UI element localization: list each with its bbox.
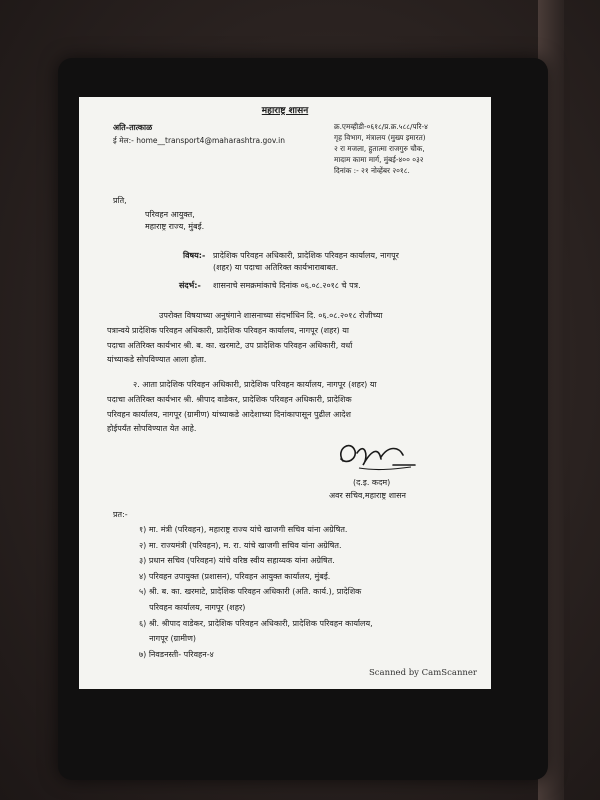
priority-label: अति-तात्काळ — [113, 123, 153, 132]
list-item: ४) परिवहन उपायुक्त (प्रशासन), परिवहन आयुक्त कार्यालय, मुंबई. — [139, 571, 331, 581]
signatory-title: अवर सचिव,महाराष्ट्र शासन — [329, 491, 406, 500]
addressee-line: परिवहन आयुक्त, — [145, 210, 195, 219]
para-line: पदाचा अतिरिक्त कार्यभार श्री. ब. का. खरमाटे, उप प्रादेशिक परिवहन अधिकारी, वर्धा — [107, 340, 353, 350]
list-item: ७) निवडनस्ती- परिवहन-४ — [139, 649, 214, 659]
addressee-block — [145, 209, 204, 232]
document-title: महाराष्ट्र शासन — [261, 106, 309, 116]
handwritten-signature — [329, 435, 419, 481]
subject-line: (शहर) या पदाचा अतिरिक्त कार्यभाराबाबत. — [213, 262, 339, 272]
para-line: परिवहन कार्यालय, नागपूर (ग्रामीण) यांच्याकडे आदेशाच्या दिनांकापासून पुढील आदेश — [107, 409, 351, 419]
list-item: ६) श्री. श्रीपाद वाडेकर, प्रादेशिक परिवहन अधिकारी, प्रादेशिक परिवहन कार्यालय, — [139, 618, 373, 628]
email-line: ई मेल:- home__transport4@maharashtra.gov.in — [113, 136, 285, 145]
signatory-name: (द.इ. कदम) — [353, 478, 391, 487]
to-label: प्रति, — [113, 196, 127, 205]
para-line: २. आता प्रादेशिक परिवहन अधिकारी, प्रादेशिक परिवहन कार्यालय, नागपूर (शहर) या — [133, 380, 377, 389]
ref-line: मादाम कामा मार्ग, मुंबई-४०० ०३२ — [334, 154, 424, 164]
copy-list — [139, 522, 373, 662]
copy-label: प्रत:- — [113, 510, 128, 519]
para-line: यांच्याकडे सोपविण्यात आला होता. — [107, 355, 207, 365]
reference-block — [334, 122, 428, 177]
para-line: उपरोक्त विषयाच्या अनुषंगाने शासनाच्या संदर्भाधिन दि. ०६.०८.२०१८ रोजीच्या — [159, 311, 383, 320]
subject-line: प्रादेशिक परिवहन अधिकारी, प्रादेशिक परिवहन कार्यालय, नागपूर — [213, 251, 399, 260]
ref-line: गृह विभाग, मंत्रालय (मुख्य इमारत) — [334, 132, 426, 142]
reference-label: संदर्भ:- — [179, 281, 201, 290]
addressee-line: महाराष्ट्र राज्य, मुंबई. — [145, 221, 205, 231]
para-line: पदाचा अतिरिक्त कार्यभार श्री. श्रीपाद वाडेकर, प्रादेशिक परिवहन अधिकारी, प्रादेशिक — [107, 394, 352, 404]
list-item: ३) प्रधान सचिव (परिवहन) यांचे वरिष्ठ स्वीय सहाय्यक यांना अग्रेषित. — [139, 556, 335, 566]
ref-line: २ रा मजला, हुतात्मा राजगुरु चौक, — [334, 143, 425, 153]
list-item: ५) श्री. ब. का. खरमाटे, प्रादेशिक परिवहन अधिकारी (अति. कार्य.), प्रादेशिक — [139, 587, 362, 597]
paragraph-1 — [107, 309, 382, 368]
reference-text: शासनाचे समक्रमांकाचे दिनांक ०६.०८.२०१८ चे पत्र. — [213, 281, 361, 290]
list-item-continued: परिवहन कार्यालय, नागपूर (शहर) — [139, 602, 246, 612]
para-line: पत्रान्वये प्रादेशिक परिवहन अधिकारी, प्रादेशिक परिवहन कार्यालय, नागपूर (शहर) या — [107, 325, 349, 335]
list-item: १) मा. मंत्री (परिवहन), महाराष्ट्र राज्य यांचे खाजगी सचिव यांना अग्रेषित. — [139, 525, 348, 534]
date-line: दिनांक :- २१ नोव्हेंबर २०१८. — [334, 165, 410, 175]
document-page — [79, 97, 491, 689]
ref-line: क्र.एमव्हीडी-०६१८/प्र.क्र.५८८/परि-४ — [334, 122, 428, 131]
list-item: २) मा. राज्यमंत्री (परिवहन), म. रा. यांचे खाजगी सचिव यांना अग्रेषित. — [139, 540, 342, 550]
list-item-continued: नागपूर (ग्रामीण) — [139, 634, 197, 644]
subject-block — [213, 250, 399, 273]
subject-label: विषय:- — [183, 251, 206, 260]
scanner-watermark: Scanned by CamScanner — [368, 667, 477, 678]
paragraph-2 — [107, 378, 377, 437]
para-line: होईपर्यंत सोपविण्यात येत आहे. — [107, 424, 197, 434]
